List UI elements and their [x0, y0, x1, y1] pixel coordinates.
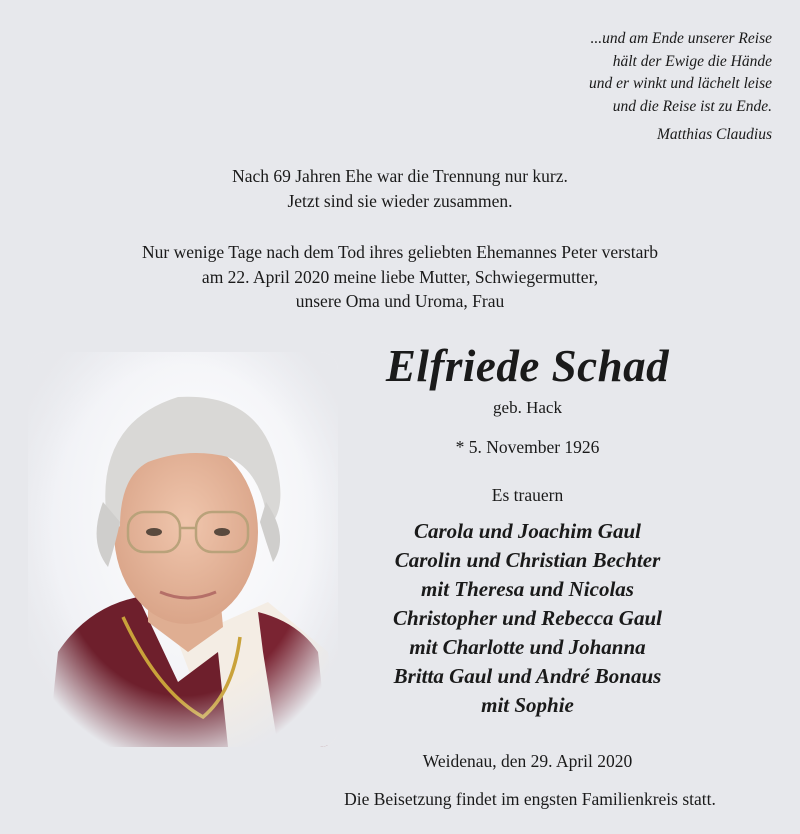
poem-line: hält der Ewige die Hände — [612, 52, 772, 70]
funeral-note: Die Beisetzung findet im engsten Familienkreis statt. — [344, 789, 716, 809]
mourner-line: mit Sophie — [481, 693, 574, 717]
intro-line: am 22. April 2020 meine liebe Mutter, Schwiegermutter, — [201, 266, 599, 287]
intro-line: Jetzt sind sie wieder zusammen. — [287, 190, 513, 211]
mourners-label: Es trauern — [491, 485, 564, 505]
birth-date: * 5. November 1926 — [455, 437, 600, 457]
mourner-line: Britta Gaul und André Bonaus — [393, 664, 662, 688]
intro-line: Nur wenige Tage nach dem Tod ihres geliebten Ehemannes Peter verstarb — [142, 242, 658, 262]
poem-line: und die Reise ist zu Ende. — [612, 97, 772, 115]
mourner-line: Carolin und Christian Bechter — [394, 548, 661, 572]
poem-line: ...und am Ende unserer Reise — [590, 30, 772, 47]
place-date: Weidenau, den 29. April 2020 — [422, 751, 633, 771]
intro-line: unsere Oma und Uroma, Frau — [295, 291, 505, 311]
mourner-line: Christopher und Rebecca Gaul — [393, 606, 662, 630]
mourner-line: Carola und Joachim Gaul — [414, 519, 641, 543]
deceased-name: Elfriede Schad — [385, 341, 670, 391]
mourners-list — [355, 517, 700, 720]
intro-paragraph-2 — [60, 240, 740, 314]
mourner-line: mit Theresa und Nicolas — [421, 577, 634, 601]
mourner-line: mit Charlotte und Johanna — [409, 635, 646, 659]
poem-author: Matthias Claudius — [657, 126, 772, 143]
intro-paragraph-1 — [60, 164, 740, 213]
portrait-photo — [28, 352, 338, 747]
intro-line: Nach 69 Jahren Ehe war die Trennung nur kurz. — [232, 166, 568, 186]
poem-line: und er winkt und lächelt leise — [589, 75, 772, 92]
poem-quote — [412, 28, 772, 118]
birth-name: geb. Hack — [493, 398, 562, 417]
